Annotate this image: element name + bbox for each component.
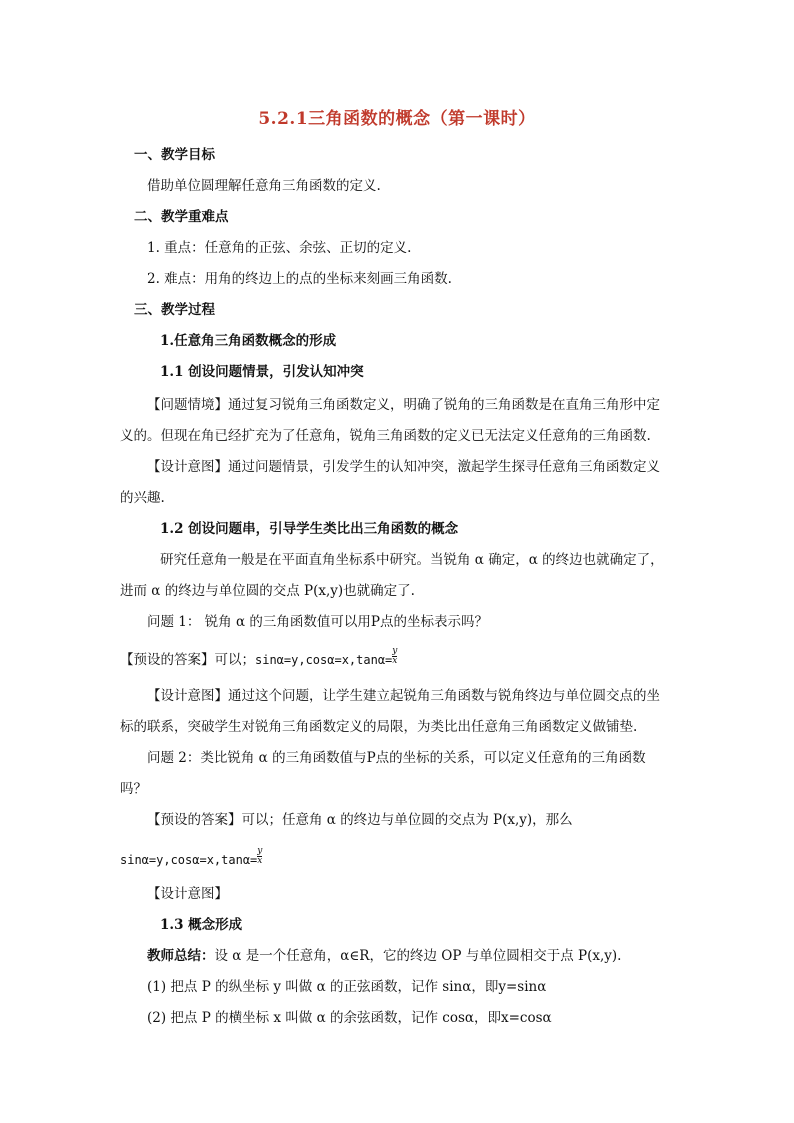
preset-answer-2: 【预设的答案】可以；任意角 α 的终边与单位圆的交点为 P(x,y)，那么 [147, 812, 573, 828]
formula-2-line [120, 846, 680, 870]
paragraph-design-intent2-line1: 【设计意图】通过这个问题，让学生建立起锐角三角函数与锐角终边与单位圆交点的坐 [147, 688, 660, 704]
fraction-y-over-x-2 [257, 847, 262, 866]
paragraph-problem-context-line1: 【问题情境】通过复习锐角三角函数定义，明确了锐角的三角函数是在直角三角形中定 [147, 397, 660, 413]
subsection-1: 1.任意角三角函数概念的形成 [160, 333, 337, 349]
teacher-summary [147, 946, 707, 966]
subsection-1-1: 1.1 创设问题情景，引发认知冲突 [160, 364, 364, 380]
formula-1: sinα=y,cosα=x,tanα= [255, 653, 393, 667]
question-1: 问题 1： 锐角 α 的三角函数值可以用P点的坐标表示吗？ [147, 614, 488, 630]
section-heading-goals: 一、教学目标 [134, 147, 215, 163]
definition-cosine: (2) 把点 P 的横坐标 x 叫做 α 的余弦函数，记作 cosα，即x=cosα [147, 1010, 552, 1026]
teacher-summary-label: 教师总结： [147, 948, 215, 964]
fraction-denominator: x [392, 656, 398, 666]
key-point-1: 1. 重点：任意角的正弦、余弦、正切的定义. [147, 240, 412, 256]
fraction-y-over-x [392, 647, 397, 666]
preset-answer-1-prefix: 【预设的答案】可以； [120, 652, 255, 668]
paragraph-research-line1: 研究任意角一般是在平面直角坐标系中研究。当锐角 α 确定，α 的终边也就确定了， [160, 552, 664, 568]
definition-sine: (1) 把点 P 的纵坐标 y 叫做 α 的正弦函数，记作 sinα，即y=sinα [147, 979, 547, 995]
paragraph-problem-context-line2: 义的。但现在角已经扩充为了任意角，锐角三角函数的定义已无法定义任意角的三角函数. [120, 428, 651, 444]
formula-2: sinα=y,cosα=x,tanα= [120, 853, 258, 867]
section-heading-process: 三、教学过程 [134, 302, 215, 318]
page-title: 5.2.1三角函数的概念（第一课时） [258, 109, 536, 129]
question-2-line1: 问题 2：类比锐角 α 的三角函数值与P点的坐标的关系，可以定义任意角的三角函数 [147, 750, 646, 766]
goals-text: 借助单位圆理解任意角三角函数的定义. [147, 178, 381, 194]
paragraph-design-intent1-line2: 的兴趣. [120, 490, 165, 506]
teacher-summary-text: 设 α 是一个任意角，α∈R，它的终边 OP 与单位圆相交于点 P(x,y). [214, 948, 622, 964]
design-intent-3: 【设计意图】 [147, 886, 228, 902]
fraction-numerator: y [392, 646, 398, 656]
section-heading-key-points: 二、教学重难点 [134, 209, 229, 225]
paragraph-design-intent2-line2: 标的联系，突破学生对锐角三角函数定义的局限，为类比出任意角三角函数定义做铺垫. [120, 719, 638, 735]
subsection-1-3: 1.3 概念形成 [160, 917, 243, 933]
fraction-denominator-2: x [257, 856, 263, 866]
key-point-2: 2. 难点：用角的终边上的点的坐标来刻画三角函数. [147, 271, 452, 287]
preset-answer-1 [120, 646, 680, 670]
subsection-1-2: 1.2 创设问题串，引导学生类比出三角函数的概念 [160, 521, 459, 537]
paragraph-research-line2: 进而 α 的终边与单位圆的交点 P(x,y)也就确定了. [120, 583, 415, 599]
question-2-line2: 吗？ [120, 781, 147, 797]
paragraph-design-intent1-line1: 【设计意图】通过问题情景，引发学生的认知冲突，激起学生探寻任意角三角函数定义 [147, 459, 660, 475]
fraction-numerator-2: y [257, 846, 263, 856]
